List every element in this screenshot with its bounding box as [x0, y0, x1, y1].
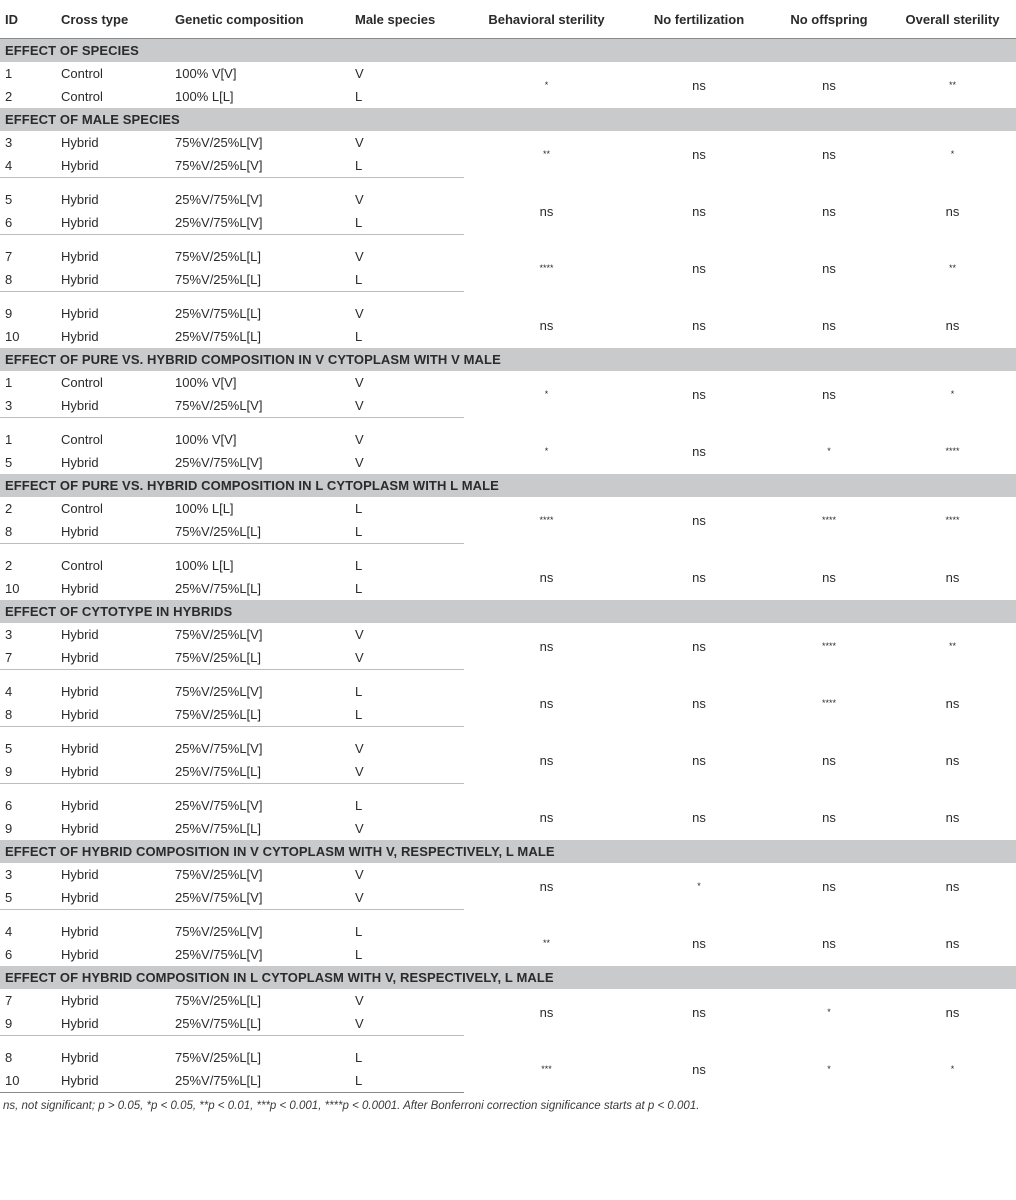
cell-id: 2: [5, 558, 13, 573]
cell-no-offspring: *: [827, 446, 831, 456]
cell-id: 8: [5, 1050, 13, 1065]
group-spacer: [0, 727, 1016, 738]
cell-cross-type: Hybrid: [61, 741, 99, 756]
table-row: [0, 188, 1016, 211]
cell-id: 3: [0, 394, 56, 418]
cell-no-offspring: ns: [822, 317, 836, 333]
cell-id: 4: [5, 684, 13, 699]
cell-genetic-composition: 25%V/75%L[L]: [175, 329, 262, 344]
header-id: ID: [0, 0, 56, 39]
cell-genetic-composition: 75%V/25%L[L]: [175, 993, 262, 1008]
group-spacer-cell: [0, 544, 1016, 555]
cell-genetic-composition: 75%V/25%L[L]: [170, 268, 350, 292]
cell-male-species: V: [355, 432, 364, 447]
cell-cross-type: Hybrid: [56, 760, 170, 784]
cell-male-species: V: [355, 993, 364, 1008]
section-header-row: [0, 840, 1016, 863]
cell-behavioral-sterility: ns: [539, 317, 554, 333]
cell-cross-type: Hybrid: [61, 993, 99, 1008]
cell-male-species: V: [355, 375, 364, 390]
section-title: EFFECT OF HYBRID COMPOSITION IN V CYTOPLASM WITH V, RESPECTIVELY, L MALE: [0, 840, 1016, 863]
group-spacer: [0, 178, 1016, 189]
cell-male-species: L: [355, 329, 363, 344]
cell-cross-type: Hybrid: [61, 924, 99, 939]
cell-cross-type: Hybrid: [61, 306, 99, 321]
table-row: [0, 554, 1016, 577]
cell-male-species: L: [350, 154, 464, 178]
cell-cross-type: Hybrid: [56, 268, 170, 292]
cell-id: 9: [5, 306, 13, 321]
header-male-species: Male species: [350, 0, 464, 39]
section-title: EFFECT OF PURE VS. HYBRID COMPOSITION IN L CYTOPLASM WITH L MALE: [0, 474, 1016, 497]
cell-id: 3: [5, 135, 13, 150]
cell-male-species: V: [350, 760, 464, 784]
group-spacer-cell: [0, 727, 1016, 738]
cell-behavioral-sterility: **: [542, 149, 550, 160]
cell-no-fertilization: ns: [692, 203, 706, 219]
cell-overall-sterility: ns: [945, 878, 960, 894]
section-header-row: [0, 39, 1016, 63]
header-genetic-composition: Genetic composition: [170, 0, 350, 39]
group-spacer-cell: [0, 418, 1016, 429]
cell-male-species: L: [350, 211, 464, 235]
table-row: [0, 371, 1016, 394]
cell-behavioral-sterility: **: [542, 938, 550, 948]
cell-genetic-composition: 25%V/75%L[V]: [175, 741, 263, 756]
cell-cross-type: Control: [61, 66, 103, 81]
cell-no-fertilization: ns: [692, 512, 706, 528]
cell-id: 2: [5, 501, 13, 516]
cell-overall-sterility: **: [948, 263, 956, 274]
cell-no-fertilization: ns: [692, 935, 706, 951]
table-row: [0, 623, 1016, 646]
cell-no-offspring: ****: [821, 515, 836, 526]
cell-cross-type: Hybrid: [56, 1012, 170, 1036]
header-overall-sterility: Overall sterility: [889, 0, 1016, 39]
table-footnote: ns, not significant; p > 0.05, *p < 0.05, **p < 0.01, ***p < 0.001, ****p < 0.0001. After Bonferroni correction significance starts at p < 0.001.: [3, 1100, 700, 1112]
cell-id: 4: [5, 924, 13, 939]
cell-genetic-composition: 75%V/25%L[L]: [175, 249, 262, 264]
cell-genetic-composition: 75%V/25%L[V]: [175, 684, 263, 699]
cell-male-species: V: [355, 192, 364, 207]
table-row: [0, 920, 1016, 943]
cell-behavioral-sterility: *: [544, 389, 549, 400]
cell-no-fertilization: ns: [692, 1061, 706, 1077]
group-spacer: [0, 910, 1016, 921]
group-spacer: [0, 784, 1016, 795]
cell-male-species: L: [355, 798, 363, 813]
cell-id: 3: [5, 867, 13, 882]
group-spacer: [0, 544, 1016, 555]
cell-overall-sterility: ****: [945, 446, 960, 456]
cell-cross-type: Hybrid: [56, 1069, 170, 1093]
cell-cross-type: Hybrid: [61, 135, 99, 150]
group-spacer: [0, 1036, 1016, 1047]
cell-id: 10: [0, 1069, 56, 1093]
table-row: [0, 863, 1016, 886]
cell-male-species: L: [355, 1050, 363, 1065]
cell-cross-type: Hybrid: [56, 394, 170, 418]
cell-no-offspring: ns: [822, 878, 836, 894]
section-title: EFFECT OF CYTOTYPE IN HYBRIDS: [0, 600, 1016, 623]
cell-no-offspring: *: [827, 1007, 831, 1018]
cell-overall-sterility: ns: [945, 1004, 960, 1020]
cell-male-species: L: [350, 520, 464, 544]
cell-genetic-composition: 25%V/75%L[V]: [170, 211, 350, 235]
cell-id: 2: [5, 89, 13, 104]
cell-cross-type: Hybrid: [56, 703, 170, 727]
cell-behavioral-sterility: ns: [539, 695, 554, 711]
cell-cross-type: Control: [61, 558, 103, 573]
cell-genetic-composition: 25%V/75%L[V]: [170, 886, 350, 910]
cell-male-species: V: [355, 66, 364, 81]
cell-genetic-composition: 75%V/25%L[V]: [175, 924, 263, 939]
cell-overall-sterility: ns: [945, 752, 960, 768]
cell-male-species: L: [355, 924, 363, 939]
cell-id: 5: [5, 192, 13, 207]
cell-no-offspring: ns: [822, 146, 836, 162]
table-row: [0, 794, 1016, 817]
group-spacer: [0, 418, 1016, 429]
cell-male-species: V: [355, 249, 364, 264]
cell-no-fertilization: ns: [692, 77, 706, 93]
cell-overall-sterility: ns: [945, 809, 960, 825]
cell-genetic-composition: 75%V/25%L[L]: [170, 703, 350, 727]
cell-male-species: V: [355, 741, 364, 756]
cell-no-fertilization: ns: [692, 809, 706, 825]
cell-id: 8: [0, 268, 56, 292]
cell-id: 5: [0, 886, 56, 910]
header-cross-type: Cross type: [56, 0, 170, 39]
cell-male-species: V: [355, 306, 364, 321]
table-row: [0, 680, 1016, 703]
cell-genetic-composition: 100% V[V]: [175, 66, 237, 81]
cell-genetic-composition: 100% L[L]: [175, 501, 234, 516]
cell-id: 10: [5, 329, 20, 344]
group-spacer-cell: [0, 178, 1016, 189]
cell-cross-type: Hybrid: [61, 798, 99, 813]
cell-genetic-composition: 25%V/75%L[V]: [175, 798, 263, 813]
cell-id: 10: [5, 581, 20, 596]
cell-behavioral-sterility: ns: [539, 878, 554, 894]
group-spacer: [0, 292, 1016, 303]
table-row: [0, 302, 1016, 325]
cell-behavioral-sterility: ns: [539, 638, 554, 654]
cell-cross-type: Control: [61, 89, 103, 104]
cell-overall-sterility: ****: [945, 515, 960, 526]
cell-genetic-composition: 25%V/75%L[L]: [170, 1069, 350, 1093]
cell-id: 6: [5, 798, 13, 813]
cell-cross-type: Hybrid: [61, 947, 99, 962]
cell-no-offspring: ns: [822, 935, 836, 951]
cell-genetic-composition: 25%V/75%L[L]: [170, 1012, 350, 1036]
cell-overall-sterility: *: [950, 1064, 955, 1075]
group-spacer: [0, 670, 1016, 681]
section-header-row: [0, 600, 1016, 623]
cell-cross-type: Hybrid: [56, 211, 170, 235]
cell-id: 4: [0, 154, 56, 178]
cell-overall-sterility: **: [948, 80, 956, 90]
cell-genetic-composition: 25%V/75%L[V]: [175, 947, 263, 962]
section-title: EFFECT OF PURE VS. HYBRID COMPOSITION IN V CYTOPLASM WITH V MALE: [0, 348, 1016, 371]
header-no-fertilization: No fertilization: [629, 0, 769, 39]
cell-genetic-composition: 75%V/25%L[V]: [170, 394, 350, 418]
cell-no-offspring: ns: [822, 752, 836, 768]
cell-cross-type: Hybrid: [56, 520, 170, 544]
cell-no-fertilization: ns: [692, 695, 706, 711]
cell-id: 1: [5, 375, 13, 390]
cell-cross-type: Hybrid: [61, 455, 99, 470]
cell-id: 9: [0, 760, 56, 784]
table-row: [0, 62, 1016, 85]
cell-id: 7: [0, 646, 56, 670]
cell-id: 6: [5, 947, 13, 962]
cell-genetic-composition: 100% L[L]: [175, 89, 234, 104]
cell-male-species: V: [350, 394, 464, 418]
group-spacer-cell: [0, 235, 1016, 246]
cell-no-offspring: ns: [822, 386, 836, 402]
section-header-row: [0, 474, 1016, 497]
cell-behavioral-sterility: ns: [539, 809, 554, 825]
cell-genetic-composition: 100% L[L]: [175, 558, 234, 573]
cell-id: 8: [0, 520, 56, 544]
cell-cross-type: Hybrid: [61, 1050, 99, 1065]
cell-id: 5: [5, 741, 13, 756]
section-title: EFFECT OF SPECIES: [0, 39, 1016, 63]
cell-no-fertilization: ns: [692, 443, 706, 459]
cell-male-species: V: [350, 646, 464, 670]
cell-id: 1: [5, 432, 13, 447]
cell-behavioral-sterility: ns: [539, 752, 554, 768]
cell-no-fertilization: ns: [692, 317, 706, 333]
cell-genetic-composition: 75%V/25%L[V]: [175, 867, 263, 882]
cell-male-species: V: [350, 886, 464, 910]
group-spacer-cell: [0, 292, 1016, 303]
cell-no-fertilization: ns: [692, 386, 706, 402]
cell-cross-type: Control: [61, 501, 103, 516]
header-row: [0, 0, 1016, 39]
cell-id: 9: [0, 1012, 56, 1036]
cell-genetic-composition: 25%V/75%L[V]: [175, 455, 263, 470]
cell-id: 7: [5, 249, 13, 264]
cell-male-species: V: [355, 455, 364, 470]
cell-no-fertilization: ns: [692, 1004, 706, 1020]
cell-cross-type: Hybrid: [61, 821, 99, 836]
cell-id: 5: [5, 455, 13, 470]
cell-genetic-composition: 75%V/25%L[L]: [175, 1050, 262, 1065]
cell-behavioral-sterility: ns: [539, 203, 554, 219]
table-row: [0, 245, 1016, 268]
cell-no-offspring: ns: [822, 77, 836, 93]
cell-overall-sterility: ns: [945, 317, 960, 333]
header-no-offspring: No offspring: [769, 0, 889, 39]
table-row: [0, 989, 1016, 1012]
cell-cross-type: Hybrid: [56, 646, 170, 670]
cell-behavioral-sterility: ***: [541, 1064, 552, 1075]
cell-overall-sterility: ns: [945, 203, 960, 219]
cell-cross-type: Hybrid: [61, 867, 99, 882]
cell-cross-type: Hybrid: [61, 249, 99, 264]
cell-male-species: V: [350, 1012, 464, 1036]
cell-genetic-composition: 25%V/75%L[L]: [175, 821, 262, 836]
header-behavioral-sterility: Behavioral sterility: [464, 0, 629, 39]
cell-no-offspring: ****: [821, 641, 836, 652]
cell-id: 1: [5, 66, 13, 81]
cell-behavioral-sterility: ****: [539, 515, 554, 526]
cell-male-species: L: [355, 947, 363, 962]
cell-male-species: L: [355, 581, 363, 596]
cell-behavioral-sterility: *: [544, 80, 549, 90]
cell-overall-sterility: ns: [945, 569, 960, 585]
cell-male-species: V: [355, 821, 364, 836]
cell-behavioral-sterility: *: [544, 446, 549, 456]
cell-id: 8: [0, 703, 56, 727]
cell-no-fertilization: ns: [692, 146, 706, 162]
cell-genetic-composition: 25%V/75%L[L]: [175, 581, 262, 596]
table-row: [0, 737, 1016, 760]
section-header-row: [0, 966, 1016, 989]
section-header-row: [0, 108, 1016, 131]
cell-id: 3: [5, 627, 13, 642]
table-row: [0, 497, 1016, 520]
group-spacer-cell: [0, 1036, 1016, 1047]
cell-overall-sterility: ns: [945, 695, 960, 711]
cell-male-species: L: [355, 684, 363, 699]
cell-no-fertilization: *: [697, 881, 701, 892]
cell-overall-sterility: **: [948, 641, 956, 652]
cell-genetic-composition: 75%V/25%L[V]: [175, 135, 263, 150]
cell-cross-type: Hybrid: [61, 684, 99, 699]
group-spacer: [0, 235, 1016, 246]
cell-male-species: L: [355, 558, 363, 573]
cell-cross-type: Hybrid: [61, 581, 99, 596]
cell-genetic-composition: 75%V/25%L[L]: [170, 646, 350, 670]
cell-genetic-composition: 25%V/75%L[L]: [170, 760, 350, 784]
group-spacer-cell: [0, 910, 1016, 921]
section-title: EFFECT OF MALE SPECIES: [0, 108, 1016, 131]
cell-cross-type: Hybrid: [61, 627, 99, 642]
cell-id: 9: [5, 821, 13, 836]
cell-male-species: V: [355, 867, 364, 882]
cell-male-species: V: [355, 627, 364, 642]
group-spacer-cell: [0, 670, 1016, 681]
cell-genetic-composition: 25%V/75%L[V]: [175, 192, 263, 207]
cell-id: 7: [5, 993, 13, 1008]
section-title: EFFECT OF HYBRID COMPOSITION IN L CYTOPLASM WITH V, RESPECTIVELY, L MALE: [0, 966, 1016, 989]
section-header-row: [0, 348, 1016, 371]
cell-behavioral-sterility: ns: [539, 1004, 554, 1020]
table-row: [0, 1046, 1016, 1069]
table-body: [0, 39, 1016, 1093]
cell-male-species: L: [350, 1069, 464, 1093]
cell-id: 6: [0, 211, 56, 235]
cell-male-species: V: [355, 135, 364, 150]
cell-overall-sterility: ns: [945, 935, 960, 951]
cell-cross-type: Hybrid: [56, 886, 170, 910]
cell-overall-sterility: *: [950, 389, 955, 400]
cell-overall-sterility: *: [950, 149, 955, 160]
cell-behavioral-sterility: ns: [539, 569, 554, 585]
cell-genetic-composition: 75%V/25%L[V]: [170, 154, 350, 178]
cell-no-offspring: ****: [821, 698, 836, 709]
cell-male-species: L: [355, 89, 363, 104]
cell-no-fertilization: ns: [692, 569, 706, 585]
cell-genetic-composition: 75%V/25%L[L]: [170, 520, 350, 544]
cell-male-species: L: [355, 501, 363, 516]
table-row: [0, 131, 1016, 154]
cell-no-offspring: ns: [822, 809, 836, 825]
cell-no-fertilization: ns: [692, 638, 706, 654]
cell-cross-type: Hybrid: [61, 329, 99, 344]
cell-genetic-composition: 100% V[V]: [175, 432, 237, 447]
cell-no-offspring: ns: [822, 260, 836, 276]
cell-male-species: L: [350, 268, 464, 292]
cell-genetic-composition: 75%V/25%L[V]: [175, 627, 263, 642]
table-row: [0, 428, 1016, 451]
cell-cross-type: Control: [61, 432, 103, 447]
cell-genetic-composition: 25%V/75%L[L]: [175, 306, 262, 321]
cell-cross-type: Hybrid: [56, 154, 170, 178]
cell-male-species: L: [350, 703, 464, 727]
cell-behavioral-sterility: ****: [539, 263, 554, 274]
cell-no-fertilization: ns: [692, 752, 706, 768]
cell-no-offspring: ns: [822, 569, 836, 585]
cell-no-fertilization: ns: [692, 260, 706, 276]
cell-genetic-composition: 100% V[V]: [175, 375, 237, 390]
group-spacer-cell: [0, 784, 1016, 795]
cell-no-offspring: ns: [822, 203, 836, 219]
cell-no-offspring: *: [827, 1064, 831, 1075]
cell-cross-type: Control: [61, 375, 103, 390]
cell-cross-type: Hybrid: [61, 192, 99, 207]
